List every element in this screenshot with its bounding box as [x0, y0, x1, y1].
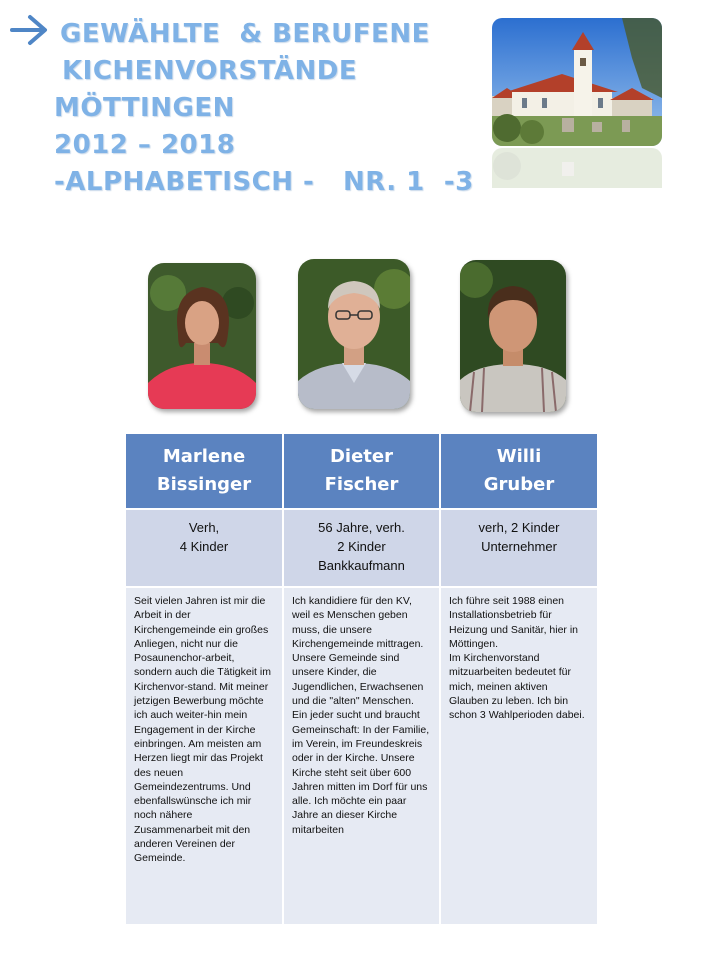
title-line: 2012 – 2018 — [54, 130, 236, 160]
member-info: verh, 2 Kinder Unternehmer — [478, 520, 560, 554]
member-statement-cell — [440, 587, 597, 924]
church-photo-reflection — [492, 148, 662, 188]
member-info: 56 Jahre, verh. 2 Kinder Bankkaufmann — [318, 520, 405, 573]
member-info-cell — [440, 509, 597, 587]
member-statement: Ich führe seit 1988 einen Installationsbetrieb für Heizung und Sanitär, hier in Möttingen. Im Kirchenvorstand mitzuarbeiten bedeutet für mich, meinen aktiven Glauben zu leben. Ich bin schon 3 Wahlperioden dabei. — [449, 595, 585, 722]
portrait-photo — [148, 263, 256, 409]
page-title — [54, 16, 474, 201]
member-name-cell — [126, 434, 283, 509]
member-first-name: Marlene — [162, 446, 246, 467]
member-info-cell — [283, 509, 440, 587]
title-line: GEWÄHLTE & BERUFENE — [60, 19, 430, 49]
member-statement: Ich kandidiere für den KV, weil es Menschen geben muss, die unsere Kirchengemeinde mittragen. Unsere Gemeinde sind unsere Kinder, die Jugendlichen, Erwachsenen und die "alten" Menschen. Ein jeder sucht und braucht Gemeinschaft: In der Familie, im Verein, im Freundeskreis oder in der Kirche. Unsere Kirche steht seit über 600 Jahren mitten im Dorf für uns alle. Ich möchte ein paar Jahre an dieser Kirche mitarbeiten — [292, 595, 430, 836]
title-line: -ALPHABETISCH - NR. 1 -3 — [54, 167, 474, 197]
title-line: KICHENVORSTÄNDE — [62, 56, 358, 86]
arrow-right-icon — [10, 14, 50, 46]
portrait-photo — [298, 259, 410, 409]
candidates-table — [126, 434, 597, 924]
member-statement: Seit vielen Jahren ist mir die Arbeit in der Kirchengemeinde ein großes Anliegen, nicht nur die Posaunenchor-arbeit, sondern auch die Tätigkeit im Kirchenvor-stand. Mit meiner jetzigen Bewerbung möchte ich auch weiter-hin mein Engagement in der Kirche einbringen. Am meisten am Herzen liegt mir das Projekt des neuen Gemeindezentrums. Und ebenfallswünsche ich mir noch nähere Zusammenarbeit mit den anderen Vereinen der Gemeinde. — [134, 595, 271, 865]
church-photo — [492, 18, 662, 146]
member-first-name: Dieter — [329, 446, 393, 467]
member-statement-cell — [126, 587, 283, 924]
member-info: Verh, 4 Kinder — [179, 520, 229, 554]
member-statement-cell — [283, 587, 440, 924]
member-info-cell — [126, 509, 283, 587]
member-name-cell — [283, 434, 440, 509]
member-last-name: Bissinger — [156, 474, 252, 495]
member-last-name: Fischer — [324, 474, 399, 495]
member-last-name: Gruber — [483, 474, 555, 495]
title-line: MÖTTINGEN — [54, 93, 235, 123]
portrait-photo — [460, 260, 566, 412]
member-name-cell — [440, 434, 597, 509]
member-first-name: Willi — [496, 446, 542, 467]
